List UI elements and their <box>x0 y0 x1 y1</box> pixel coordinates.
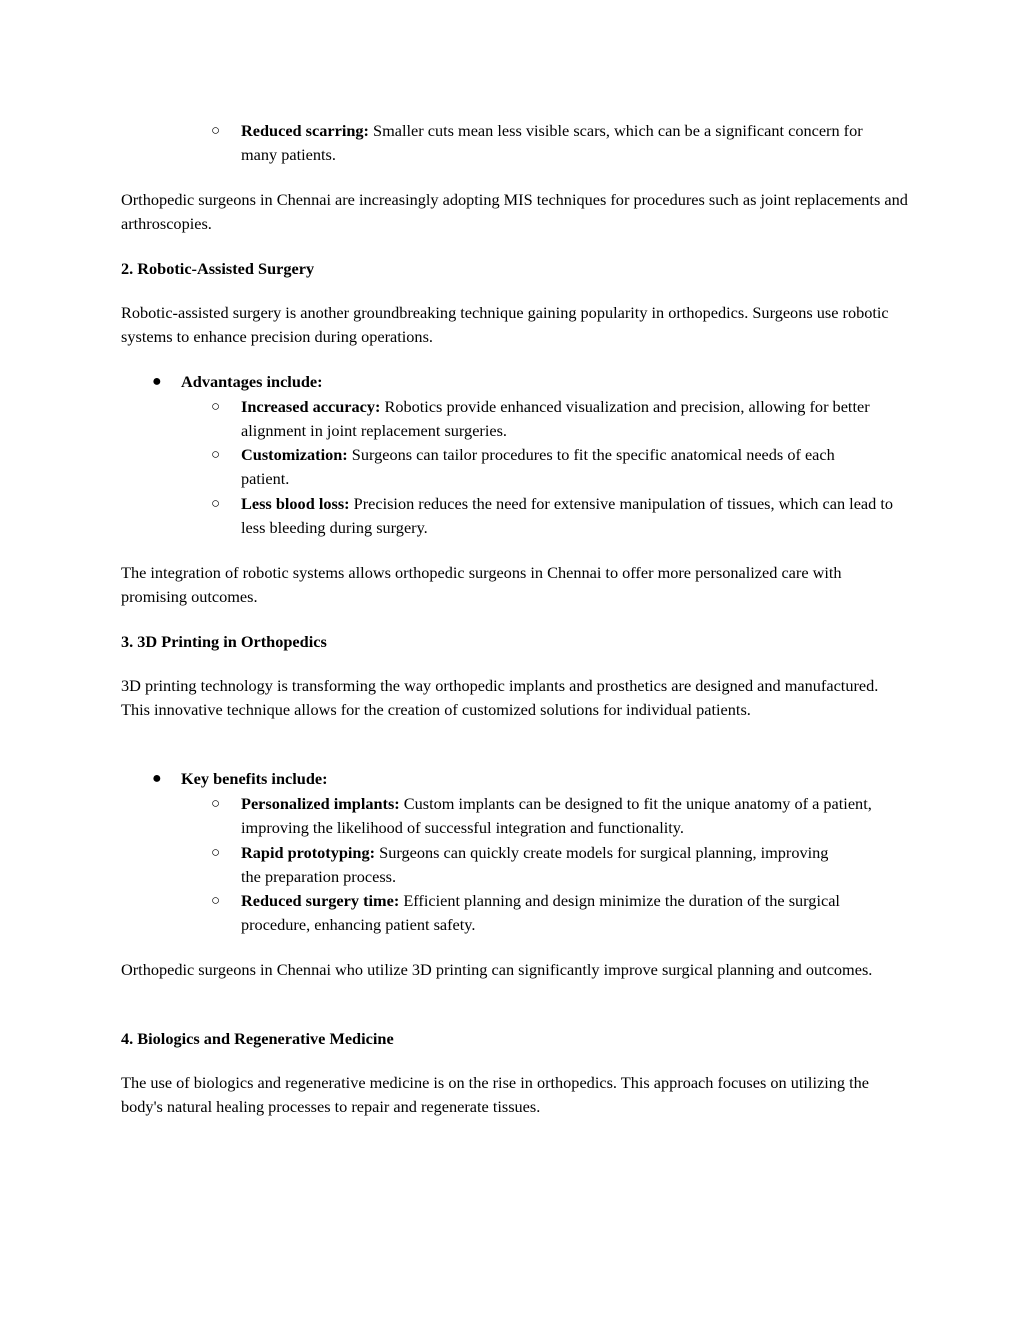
robotic-closing-paragraph: The integration of robotic systems allows orthopedic surgeons in Chennai to offer more personalized care with promising outcomes. <box>121 563 842 607</box>
filled-bullet-icon: ● <box>152 770 162 787</box>
hollow-bullet-icon: ○ <box>211 447 221 463</box>
list-item-term: Reduced scarring: <box>241 121 369 140</box>
printing-closing-paragraph: Orthopedic surgeons in Chennai who utilize 3D printing can significantly improve surgical planning and outcomes. <box>121 960 873 979</box>
list-item-text <box>241 443 886 492</box>
section-heading-robotic: 2. Robotic-Assisted Surgery <box>121 259 315 278</box>
list-item-term: Personalized implants: <box>241 794 400 813</box>
list-item-term: Customization: <box>241 445 348 464</box>
hollow-bullet-icon: ○ <box>211 123 221 139</box>
list-item-description: Precision reduces the need for extensive manipulation of tissues, which can lead to less bleeding during surgery. <box>241 494 894 538</box>
list-item-description: Surgeons can tailor procedures to fit the specific anatomical needs of each patient. <box>241 445 835 489</box>
biologics-intro-paragraph: The use of biologics and regenerative medicine is on the rise in orthopedics. This approach focuses on utilizing the body's natural healing processes to repair and regenerate tissues. <box>121 1073 869 1117</box>
hollow-bullet-icon: ○ <box>211 893 221 909</box>
list-item-term: Reduced surgery time: <box>241 891 400 910</box>
list-title: Key benefits include: <box>181 769 328 788</box>
list-item-term: Less blood loss: <box>241 494 350 513</box>
mis-closing-paragraph: Orthopedic surgeons in Chennai are increasingly adopting MIS techniques for procedures such as joint replacements and arthroscopies. <box>121 190 908 234</box>
robotic-intro-paragraph: Robotic-assisted surgery is another groundbreaking technique gaining popularity in orthopedics. Surgeons use robotic systems to enhance precision during operations. <box>121 303 889 347</box>
printing-intro-paragraph: 3D printing technology is transforming the way orthopedic implants and prosthetics are designed and manufactured. This innovative technique allows for the creation of customized solutions for individual patients. <box>121 676 879 720</box>
list-item-description: Smaller cuts mean less visible scars, which can be a significant concern for many patients. <box>241 121 863 165</box>
section-heading-biologics: 4. Biologics and Regenerative Medicine <box>121 1029 394 1048</box>
hollow-bullet-icon: ○ <box>211 845 221 861</box>
list-item-text <box>241 395 886 444</box>
list-item-text <box>241 889 881 938</box>
filled-bullet-icon: ● <box>152 373 162 390</box>
hollow-bullet-icon: ○ <box>211 496 221 512</box>
list-item-term: Increased accuracy: <box>241 397 381 416</box>
list-item-description: Efficient planning and design minimize the duration of the surgical procedure, enhancing patient safety. <box>241 891 840 935</box>
section-heading-3d-printing: 3. 3D Printing in Orthopedics <box>121 632 327 651</box>
list-item-text <box>241 119 881 168</box>
list-item-description: Surgeons can quickly create models for surgical planning, improving the preparation process. <box>241 843 829 887</box>
list-item-text <box>241 841 841 890</box>
list-item-text <box>241 792 906 841</box>
hollow-bullet-icon: ○ <box>211 399 221 415</box>
list-item-term: Rapid prototyping: <box>241 843 376 862</box>
list-item-text <box>241 492 906 541</box>
list-item-description: Robotics provide enhanced visualization and precision, allowing for better alignment in joint replacement surgeries. <box>241 397 870 441</box>
hollow-bullet-icon: ○ <box>211 796 221 812</box>
list-item-description: Custom implants can be designed to fit the unique anatomy of a patient, improving the likelihood of successful integration and functionality. <box>241 794 872 838</box>
list-title: Advantages include: <box>181 372 323 391</box>
